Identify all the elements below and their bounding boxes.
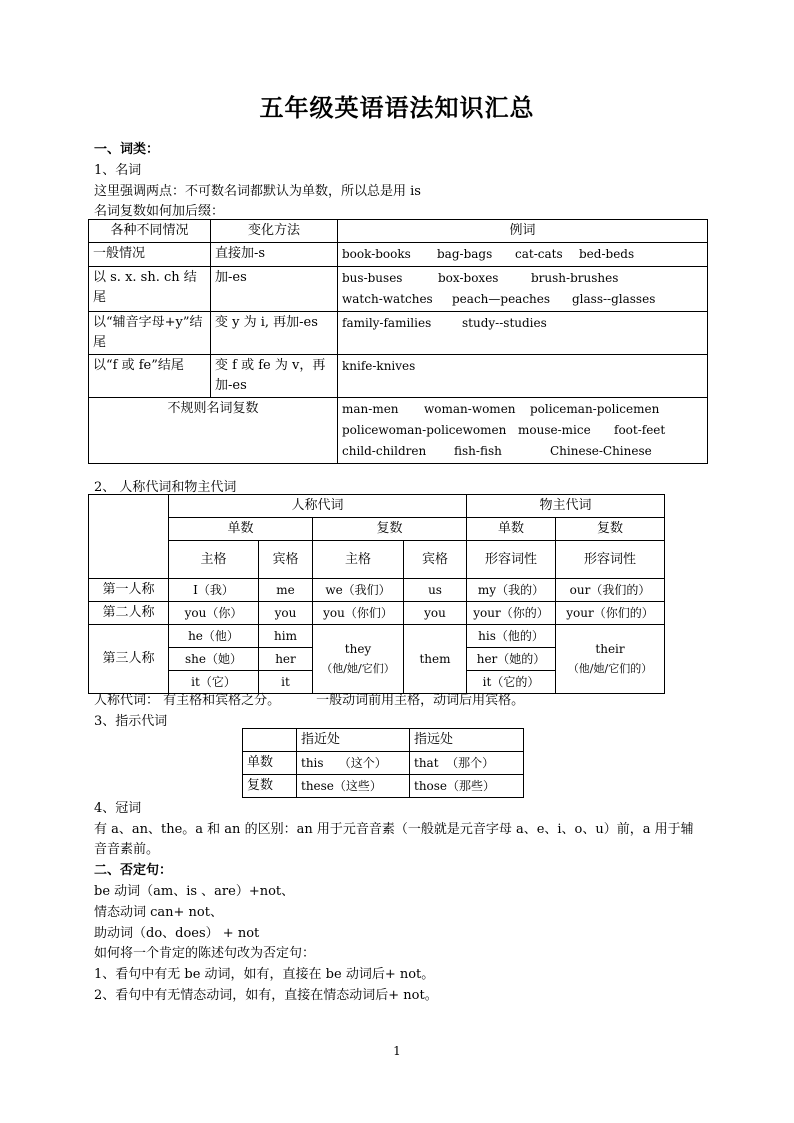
singular-header: 单数 bbox=[169, 518, 313, 541]
plural-header: 复数 bbox=[556, 518, 665, 541]
demonstrative-cell: this （这个） bbox=[297, 752, 410, 775]
pronoun-cell: I（我） bbox=[169, 579, 259, 602]
example-word: cat-cats bbox=[515, 247, 563, 261]
demonstrative-cell: these（这些） bbox=[297, 775, 410, 798]
pronoun-cell: his（他的） bbox=[467, 625, 556, 648]
negative-line: 助动词（do、does） + not bbox=[94, 926, 260, 941]
example-word: bus-buses bbox=[342, 271, 403, 285]
example-word: box-boxes bbox=[438, 271, 499, 285]
pronoun-note-a: 人称代词： 有主格和宾格之分。 bbox=[94, 693, 281, 708]
header-case: 各种不同情况 bbox=[89, 220, 211, 243]
pronoun-cell: her（她的） bbox=[467, 648, 556, 671]
pronoun-their: their bbox=[595, 642, 625, 656]
example-word: policewoman-policewomen bbox=[342, 423, 507, 437]
example-word: watch-watches bbox=[342, 292, 433, 306]
adjective-form-header: 形容词性 bbox=[556, 541, 665, 579]
section-heading-negative: 二、否定句： bbox=[94, 863, 173, 878]
pronoun-cell: it bbox=[259, 671, 313, 694]
example-word: woman-women bbox=[424, 402, 516, 416]
table-row bbox=[89, 579, 665, 602]
subheading-nouns: 1、名词 bbox=[94, 163, 142, 178]
example-word: foot-feet bbox=[614, 423, 666, 437]
article-text-line-2: 音音素前。 bbox=[94, 842, 160, 857]
object-case-header: 宾格 bbox=[259, 541, 313, 579]
negative-line: 情态动词 can+ not、 bbox=[94, 905, 223, 920]
example-word: mouse-mice bbox=[518, 423, 591, 437]
pronoun-they-note: （他/她/它们） bbox=[321, 662, 395, 675]
method-cell: 变 f 或 fe 为 v，再加-es bbox=[211, 355, 338, 398]
pronoun-cell-their bbox=[556, 625, 665, 694]
near-header: 指近处 bbox=[297, 729, 410, 752]
table-row bbox=[243, 775, 524, 798]
pronoun-cell: you bbox=[404, 602, 467, 625]
case-cell: 以 s. x. sh. ch 结尾 bbox=[89, 267, 211, 312]
negative-line: be 动词（am、is 、are）+not、 bbox=[94, 884, 295, 899]
pronoun-cell: it（它） bbox=[169, 671, 259, 694]
case-cell: 以“f 或 fe”结尾 bbox=[89, 355, 211, 398]
person-label: 第二人称 bbox=[89, 602, 169, 625]
pronoun-their-note: （他/她/它们的） bbox=[567, 662, 653, 675]
pronoun-cell: you bbox=[259, 602, 313, 625]
plural-header: 复数 bbox=[313, 518, 467, 541]
table-row bbox=[89, 625, 665, 648]
pronoun-cell: them bbox=[404, 625, 467, 694]
number-label: 单数 bbox=[243, 752, 297, 775]
table-row bbox=[89, 602, 665, 625]
section-heading-word-classes: 一、词类： bbox=[94, 142, 160, 157]
pronoun-cell: it（它的） bbox=[467, 671, 556, 694]
demonstrative-table bbox=[242, 728, 524, 798]
example-word: bag-bags bbox=[437, 247, 493, 261]
pronoun-cell: he（他） bbox=[169, 625, 259, 648]
examples-cell bbox=[338, 267, 708, 312]
adjective-form-header: 形容词性 bbox=[467, 541, 556, 579]
example-word: child-children bbox=[342, 444, 427, 458]
table-row bbox=[89, 243, 708, 267]
examples-cell bbox=[338, 312, 708, 355]
personal-pronoun-header: 人称代词 bbox=[169, 495, 467, 518]
corner-cell bbox=[89, 495, 169, 579]
pronoun-cell: she（她） bbox=[169, 648, 259, 671]
pronoun-cell: you（你们） bbox=[313, 602, 404, 625]
example-word: man-men bbox=[342, 402, 399, 416]
demonstrative-heading: 3、指示代词 bbox=[94, 714, 168, 729]
person-label: 第一人称 bbox=[89, 579, 169, 602]
pronoun-cell: us bbox=[404, 579, 467, 602]
pronoun-cell: our（我们的） bbox=[556, 579, 665, 602]
example-word: brush-brushes bbox=[531, 271, 619, 285]
example-word: policeman-policemen bbox=[530, 402, 660, 416]
example-word: knife-knives bbox=[342, 359, 416, 373]
table-row bbox=[89, 312, 708, 355]
method-cell: 直接加-s bbox=[211, 243, 338, 267]
pronoun-note bbox=[94, 689, 524, 708]
table-row bbox=[89, 398, 708, 464]
negative-line: 1、看句中有无 be 动词，如有，直接在 be 动词后+ not。 bbox=[94, 967, 435, 982]
pronoun-table bbox=[88, 494, 665, 694]
page-number: 1 bbox=[393, 1044, 401, 1058]
example-word: Chinese-Chinese bbox=[550, 444, 652, 458]
examples-cell bbox=[338, 398, 708, 464]
subject-case-header: 主格 bbox=[169, 541, 259, 579]
article-heading: 4、冠词 bbox=[94, 801, 142, 816]
possessive-pronoun-header: 物主代词 bbox=[467, 495, 665, 518]
subject-case-header: 主格 bbox=[313, 541, 404, 579]
pronoun-cell: you（你） bbox=[169, 602, 259, 625]
pronoun-cell: we（我们） bbox=[313, 579, 404, 602]
noun-note: 这里强调两点：不可数名词都默认为单数，所以总是用 is bbox=[94, 184, 421, 199]
example-word: glass--glasses bbox=[572, 292, 656, 306]
example-word: fish-fish bbox=[454, 444, 502, 458]
method-cell: 变 y 为 i, 再加-es bbox=[211, 312, 338, 355]
pronoun-they: they bbox=[344, 642, 372, 656]
example-word: book-books bbox=[342, 247, 411, 261]
table-row bbox=[243, 752, 524, 775]
corner-cell bbox=[243, 729, 297, 752]
example-word: bed-beds bbox=[579, 247, 635, 261]
pronoun-cell: my（我的） bbox=[467, 579, 556, 602]
object-case-header: 宾格 bbox=[404, 541, 467, 579]
example-word: peach—peaches bbox=[452, 292, 551, 306]
header-examples: 例词 bbox=[338, 220, 708, 243]
plural-heading: 名词复数如何加后缀： bbox=[94, 204, 225, 219]
example-word: study--studies bbox=[462, 316, 547, 330]
pronoun-cell: your（你们的） bbox=[556, 602, 665, 625]
method-cell: 加-es bbox=[211, 267, 338, 312]
singular-header: 单数 bbox=[467, 518, 556, 541]
pronoun-cell: him bbox=[259, 625, 313, 648]
table-row bbox=[89, 267, 708, 312]
pronoun-heading: 2、 人称代词和物主代词 bbox=[94, 480, 237, 495]
far-header: 指远处 bbox=[410, 729, 524, 752]
negative-line: 2、看句中有无情态动词，如有，直接在情态动词后+ not。 bbox=[94, 988, 438, 1003]
pronoun-note-b: 一般动词前用主格，动词后用宾格。 bbox=[316, 693, 525, 708]
demonstrative-cell: those（那些） bbox=[410, 775, 524, 798]
number-label: 复数 bbox=[243, 775, 297, 798]
example-word: family-families bbox=[342, 316, 432, 330]
examples-cell bbox=[338, 355, 708, 398]
page-title: 五年级英语语法知识汇总 bbox=[259, 94, 535, 122]
case-cell: 以“辅音字母+y”结尾 bbox=[89, 312, 211, 355]
person-label: 第三人称 bbox=[89, 625, 169, 694]
pronoun-cell: your（你的） bbox=[467, 602, 556, 625]
header-method: 变化方法 bbox=[211, 220, 338, 243]
case-cell: 不规则名词复数 bbox=[89, 398, 338, 464]
noun-plural-table bbox=[88, 219, 708, 464]
negative-line: 如何将一个肯定的陈述句改为否定句： bbox=[94, 946, 316, 961]
case-cell: 一般情况 bbox=[89, 243, 211, 267]
pronoun-cell-they bbox=[313, 625, 404, 694]
demonstrative-cell: that （那个） bbox=[410, 752, 524, 775]
pronoun-cell: me bbox=[259, 579, 313, 602]
table-row bbox=[89, 355, 708, 398]
pronoun-cell: her bbox=[259, 648, 313, 671]
examples-cell bbox=[338, 243, 708, 267]
article-text-line-1: 有 a、an、the。a 和 an 的区别：an 用于元音音素（一般就是元音字母 a、e、i、o、u）前，a 用于辅 bbox=[94, 822, 694, 837]
